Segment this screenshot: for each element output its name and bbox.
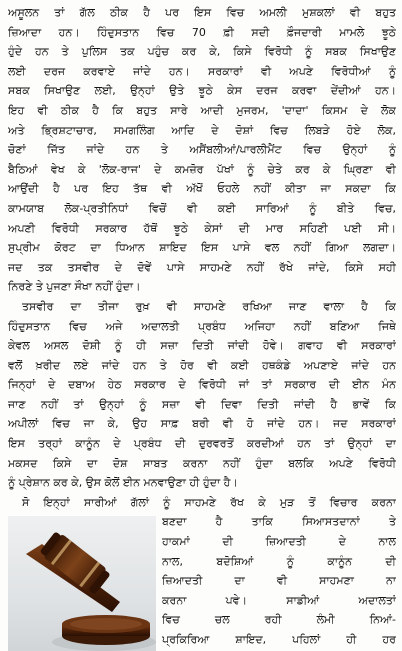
text-line: ਹਾਕਮਾਂ ਦੀ ਜ਼ਿਆਦਤੀ ਦੇ ਨਾਲ — [162, 535, 396, 549]
text-line: ਆਉਂਦੀ ਹੈ ਪਰ ਇਹ ਤੱਥ ਵੀ ਅੱਖੋਂ ਓਹਲੇ ਨਹੀਂ ਕੀਤਾ ਜਾ ਸਕਦਾ ਕਿ — [8, 182, 396, 196]
text-line: ਚੋਣਾਂ ਜਿੱਤ ਜਾਂਦੇ ਹਨ ਤੇ ਅਸੈਂਬਲੀਆਂ/ਪਾਰਲੀਮੈਂਟ ਵਿਚ ਉਨ੍ਹਾਂ ਨੂੰ — [8, 143, 396, 157]
text-line: ਜਾਣ ਨਹੀਂ ਤਾਂ ਉਨ੍ਹਾਂ ਨੂੰ ਸਜ਼ਾ ਵੀ ਦਿਵਾ ਦਿਤੀ ਜਾਂਦੀ ਹੈ ਭਾਵੇਂ ਕਿ — [8, 397, 396, 411]
text-line: ਅਸੂਲਨ ਤਾਂ ਗੱਲ ਠੀਕ ਹੈ ਪਰ ਇਸ ਵਿਚ ਅਮਲੀ ਮੁਸ਼ਕਲਾਂ ਵੀ ਬਹੁਤ — [8, 6, 396, 19]
text-line: ਕਾਮਯਾਬ ਲੋਕ-ਪ੍ਰਤੀਨਿਧਾਂ ਵਿਚੋਂ ਵੀ ਕਈ ਸਾਰਿਆਂ ਨੂੰ ਬੀਤੇ ਵਿਚ, — [8, 201, 396, 215]
text-line: ਲਈ ਦਰਜ ਕਰਵਾਏ ਜਾਂਦੇ ਹਨ। ਸਰਕਾਰਾਂ ਵੀ ਅਪਣੇ ਵਿਰੋਧੀਆਂ ਨੂੰ — [8, 64, 396, 78]
text-line: ਜਦ ਤਕ ਤਸਵੀਰ ਦੇ ਦੋਵੇਂ ਪਾਸੇ ਸਾਹਮਣੇ ਨਹੀਂ ਰੱਖੇ ਜਾਂਦੇ, ਕਿਸੇ ਸਹੀ — [8, 260, 396, 274]
text-line: ਵਲੋਂ ਖ਼ਰੀਦ ਲਏ ਜਾਂਦੇ ਹਨ ਤੇ ਹੋਰ ਵੀ ਕਈ ਹਥਕੰਡੇ ਅਪਣਾਏ ਜਾਂਦੇ ਹਨ — [8, 358, 396, 372]
text-line: ਨੂੰ ਪ੍ਰੇਸ਼ਾਨ ਕਰ ਕੇ, ਉਸ ਕੋਲੋਂ ਈਨ ਮਨਵਾਉਣਾ ਹੀ ਹੁੰਦਾ ਹੈ। — [8, 476, 238, 490]
text-line: ਨਿਰਣੇ ਤੇ ਪੁਜਣਾ ਸੌਖਾ ਨਹੀਂ ਹੁੰਦਾ। — [8, 280, 141, 294]
text-line: ਕੇਵਲ ਅਸਲ ਦੋਸ਼ੀ ਨੂੰ ਹੀ ਸਜ਼ਾ ਦਿਤੀ ਜਾਂਦੀ ਹੋਵੇ। ਗਵਾਹ ਵੀ ਸਰਕਾਰਾਂ — [8, 339, 396, 353]
text-line: ਇਸ ਤਰ੍ਹਾਂ ਕਾਨੂੰਨ ਦੇ ਪ੍ਰਬੰਧ ਦੀ ਦੁਰਵਰਤੋਂ ਕਰਦੀਆਂ ਹਨ ਤਾਂ ਉਨ੍ਹਾਂ ਦਾ — [8, 437, 396, 451]
text-line: ਅਪੀਲਾਂ ਵਿਚ ਜਾ ਕੇ, ਉਹ ਸਾਫ਼ ਬਰੀ ਵੀ ਹੋ ਜਾਂਦੇ ਹਨ। ਜਦ ਸਰਕਾਰਾਂ — [8, 417, 396, 431]
text-line: ਪ੍ਰਕਿਰਿਆ ਸ਼ਾਇਦ, ਪਹਿਲਾਂ ਹੀ ਹਰ — [162, 633, 396, 646]
text-line: ਇਹ ਵੀ ਠੀਕ ਹੈ ਕਿ ਬਹੁਤ ਸਾਰੇ ਆਦੀ ਮੁਜਰਮ, 'ਦਾਦਾ' ਕਿਸਮ ਦੇ ਲੋਕ — [8, 103, 396, 117]
gavel-photo — [8, 516, 156, 651]
text-line: ਜਿਨ੍ਹਾਂ ਦੇ ਦਬਾਅ ਹੇਠ ਸਰਕਾਰ ਦੇ ਵਿਰੋਧੀ ਜਾਂ ਤਾਂ ਸਰਕਾਰ ਦੀ ਈਨ ਮੰਨ — [8, 378, 396, 392]
text-line: ਕਰਨਾ ਪਵੇ। ਸਾਡੀਆਂ ਅਦਾਲਤਾਂ — [162, 593, 396, 607]
wrapped-text-column — [162, 512, 396, 651]
text-line: ਅਪਣੀ ਵਿਰੋਧੀ ਸਰਕਾਰ ਹੱਥੋਂ ਝੂਠੇ ਕੇਸਾਂ ਦੀ ਮਾਰ ਸਹਿਣੀ ਪਈ ਸੀ। — [8, 221, 396, 235]
text-line: ਮਕਸਦ ਕਿਸੇ ਦਾ ਦੋਸ਼ ਸਾਬਤ ਕਰਨਾ ਨਹੀਂ ਹੁੰਦਾ ਬਲਕਿ ਅਪਣੇ ਵਿਰੋਧੀ — [8, 456, 396, 470]
text-line: ਬਣਦਾ ਹੈ ਤਾਕਿ ਸਿਆਸਤਦਾਨਾਂ ਤੇ — [162, 515, 396, 529]
paragraph-start-line: ਸੋ ਇਨ੍ਹਾਂ ਸਾਰੀਆਂ ਗੱਲਾਂ ਨੂੰ ਸਾਹਮਣੇ ਰੱਖ ਕੇ ਮੁੜ ਤੋਂ ਵਿਚਾਰ ਕਰਨਾ — [22, 495, 396, 509]
text-line: ਸਬਕ ਸਿਖਾਉਣ ਲਈ, ਉਨ੍ਹਾਂ ਉਤੇ ਝੂਠੇ ਕੇਸ ਦਰਜ ਕਰਵਾ ਦੇਂਦੀਆਂ ਹਨ। — [8, 84, 396, 98]
text-line: ਵਿਚ ਚਲ ਰਹੀ ਲੰਮੀ ਨਿਆਂ- — [162, 613, 396, 627]
text-line: ਜ਼ਿਆਦਤੀ ਦਾ ਵੀ ਸਾਹਮਣਾ ਨਾ — [162, 574, 396, 588]
image-wrap-section — [8, 512, 396, 651]
text-line: ਜ਼ਿਆਦਾ ਹਨ। ਹਿੰਦੁਸਤਾਨ ਵਿਚ 70 ਫ਼ੀ ਸਦੀ ਫ਼ੌਜਦਾਰੀ ਮਾਮਲੇ ਝੂਠੇ — [8, 25, 396, 39]
text-line: ਹਿੰਦੁਸਤਾਨ ਵਿਚ ਅਜੇ ਅਦਾਲਤੀ ਪ੍ਰਬੰਧ ਅਜਿਹਾ ਨਹੀਂ ਬਣਿਆ ਜਿਥੇ — [8, 319, 396, 333]
text-line: ਨਾਲ, ਬਦੋਸ਼ਿਆਂ ਨੂੰ ਕਾਨੂੰਨ ਦੀ — [162, 554, 396, 568]
text-line: ਸੁਪ੍ਰੀਮ ਕੋਰਟ ਦਾ ਧਿਆਨ ਸ਼ਾਇਦ ਇਸ ਪਾਸੇ ਵਲ ਨਹੀਂ ਗਿਆ ਲਗਦਾ। — [8, 241, 396, 255]
text-line: ਬੈਠਿਆਂ ਵੇਖ ਕੇ 'ਲੋਕ-ਰਾਜ' ਦੇ ਕਮਜ਼ੋਰ ਪੱਖਾਂ ਨੂੰ ਚੇਤੇ ਕਰ ਕੇ ਘ੍ਰਿਣਾ ਵੀ — [8, 162, 396, 176]
gavel-icon — [8, 516, 156, 651]
paragraph-start-line: ਤਸਵੀਰ ਦਾ ਤੀਜਾ ਰੁਖ਼ ਵੀ ਸਾਹਮਣੇ ਰਖਿਆ ਜਾਣ ਵਾਲਾ ਹੈ ਕਿ — [22, 299, 396, 313]
text-line: ਹੁੰਦੇ ਹਨ ਤੇ ਪੁਲਿਸ ਤਕ ਪਹੁੰਚ ਕਰ ਕੇ, ਕਿਸੇ ਵਿਰੋਧੀ ਨੂੰ ਸਬਕ ਸਿਖਾਉਣ — [8, 45, 396, 59]
text-line: ਅਤੇ ਭ੍ਰਿਸ਼ਟਾਚਾਰ, ਸਮਗਲਿੰਗ ਆਦਿ ਦੇ ਦੋਸ਼ਾਂ ਵਿਚ ਲਿਬੜੇ ਹੋਏ ਲੋਕ, — [8, 123, 396, 137]
